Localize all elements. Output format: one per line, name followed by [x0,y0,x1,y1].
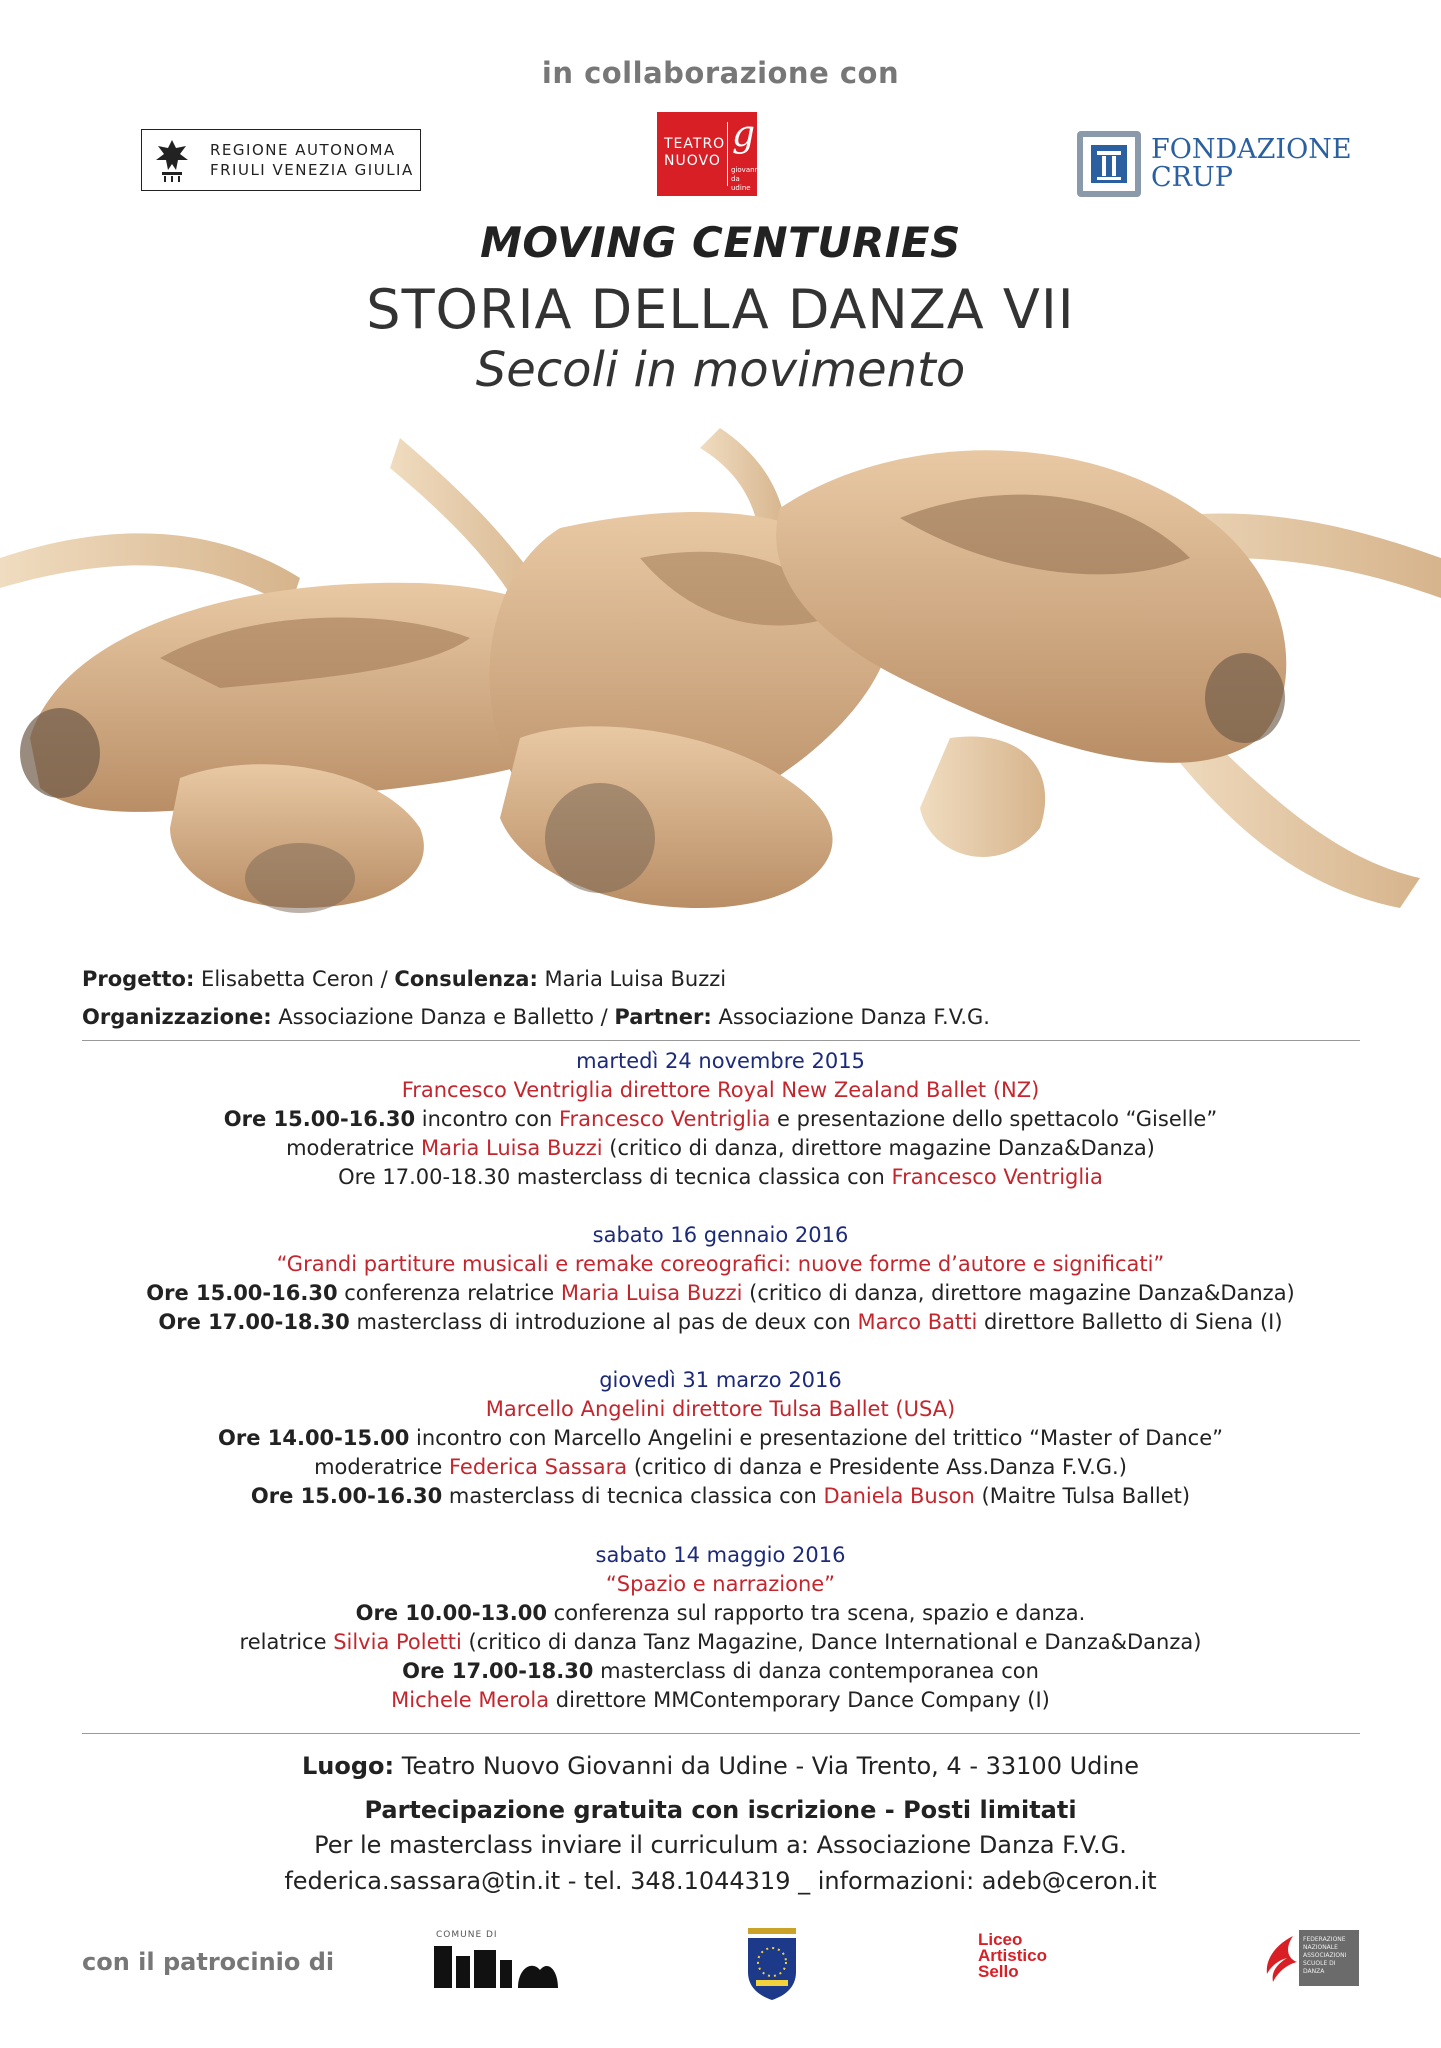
consulenza-label: Consulenza: [394,967,538,991]
teatro-divider [727,122,728,186]
event-line [0,1453,1441,1482]
credits-line-2 [82,998,990,1036]
event-time: Ore 15.00-16.30 [146,1281,338,1305]
school-crest-logo [740,1928,804,2000]
person-name: Maria Luisa Buzzi [421,1136,603,1160]
teatro-sub2: da udine [731,175,751,192]
person-name: Francesco Ventriglia [891,1165,1103,1189]
partner-label: Partner: [614,1005,712,1029]
event-headline: “Spazio e narrazione” [605,1572,836,1596]
fondazione-crup-logo [1077,131,1352,197]
crest-icon [740,1928,804,2000]
event-date: sabato 14 maggio 2016 [595,1543,846,1567]
teatro-g-mark: g [732,114,756,155]
credits-block [82,960,990,1036]
credits-line-1 [82,960,990,998]
flame-icon [1257,1930,1299,1986]
teatro-sub1: giovanni [731,166,761,174]
partner-value: Associazione Danza F.V.G. [718,1005,990,1029]
event-2 [0,1221,1441,1337]
title-secoli: Secoli in movimento [475,342,966,398]
person-name: Francesco Ventriglia [558,1107,771,1131]
event-line [0,1279,1441,1308]
teatro-line1: TEATRO [664,136,726,152]
crup-line1: FONDAZIONE [1151,134,1352,165]
event-headline: Marcello Angelini direttore Tulsa Ballet (USA) [485,1397,956,1421]
credits-separator: / [600,1005,615,1029]
event-line [0,1163,1441,1192]
event-text: direttore MMContemporary Dance Company (I) [555,1688,1050,1712]
event-date: martedì 24 novembre 2015 [576,1049,865,1073]
consulenza-value: Maria Luisa Buzzi [544,967,727,991]
event-headline: “Grandi partiture musicali e remake coreografici: nuove forme d’autore e significati” [276,1252,1165,1276]
person-name: Maria Luisa Buzzi [560,1281,743,1305]
event-text: conferenza sul rapporto tra scena, spazio e danza. [553,1601,1086,1625]
credits-separator: / [380,967,395,991]
event-text: e presentazione dello spettacolo “Giselle” [777,1107,1218,1131]
divider-bottom [82,1733,1360,1734]
liceo-line2: Artistico [978,1946,1047,1965]
event-time: Ore 10.00-13.00 [355,1601,547,1625]
regione-line2: FRIULI VENEZIA GIULIA [210,161,414,179]
comune-skyline-icon [432,1940,562,1992]
contatti-line: federica.sassara@tin.it - tel. 348.1044319 _ informazioni: adeb@ceron.it [284,1867,1157,1895]
event-4 [0,1541,1441,1715]
event-line [0,1308,1441,1337]
event-line [0,1686,1441,1715]
event-time: Ore 15.00-16.30 [223,1107,416,1131]
event-date: giovedì 31 marzo 2016 [599,1368,842,1392]
event-line [0,1134,1441,1163]
crup-line2: CRUP [1151,162,1233,193]
crup-column-icon [1077,131,1141,197]
event-headline: Francesco Ventriglia direttore Royal New Zealand Ballet (NZ) [401,1078,1040,1102]
progetto-label: Progetto: [82,967,195,991]
liceo-line3: Sello [978,1962,1019,1981]
event-line [0,1482,1441,1511]
event-line [0,1424,1441,1453]
organizzazione-value: Associazione Danza e Balletto [278,1005,594,1029]
person-name: Marco Batti [857,1310,978,1334]
person-name: Federica Sassara [449,1455,628,1479]
event-text: incontro con Marcello Angelini e presentazione del trittico “Master of Dance” [416,1426,1224,1450]
event-3 [0,1366,1441,1511]
teatro-line2: NUOVO [664,153,721,169]
person-name: Daniela Buson [823,1484,975,1508]
event-text: moderatrice [314,1455,443,1479]
fnasd-logo [1257,1930,1361,1986]
event-time: Ore 14.00-15.00 [217,1426,410,1450]
organizzazione-label: Organizzazione: [82,1005,272,1029]
event-text: moderatrice [286,1136,415,1160]
event-text: relatrice [239,1630,334,1654]
divider-top [82,1040,1360,1041]
event-line [0,1628,1441,1657]
event-text: (critico di danza e Presidente Ass.Danza F.V.G.) [633,1455,1127,1479]
event-text: Ore 17.00-18.30 masterclass di tecnica classica con [338,1165,885,1189]
event-date: sabato 16 gennaio 2016 [592,1223,849,1247]
event-text: (critico di danza Tanz Magazine, Dance International e Danza&Danza) [468,1630,1202,1654]
person-name: Michele Merola [391,1688,550,1712]
partecipazione-text: Partecipazione gratuita con iscrizione - Posti limitati [364,1796,1077,1824]
title-moving-centuries: MOVING CENTURIES [480,218,961,267]
event-text: (Maitre Tulsa Ballet) [981,1484,1191,1508]
fnasd-label: FEDERAZIONE NAZIONALE ASSOCIAZIONI SCUOLE DI DANZA [1299,1930,1359,1986]
liceo-line1: Liceo [978,1930,1023,1949]
event-line [0,1105,1441,1134]
event-line [0,1599,1441,1628]
progetto-value: Elisabetta Ceron [201,967,374,991]
luogo-value: Teatro Nuovo Giovanni da Udine - Via Trento, 4 - 33100 Udine [401,1752,1140,1780]
regione-fvg-logo [141,129,421,191]
event-time: Ore 17.00-18.30 [402,1659,594,1683]
teatro-nuovo-logo [657,112,761,196]
event-text: conferenza relatrice [344,1281,555,1305]
comune-label: COMUNE DI [436,1930,498,1940]
luogo-line [0,1746,1441,1787]
event-text: masterclass di tecnica classica con [448,1484,817,1508]
event-1 [0,1047,1441,1192]
event-text: (critico di danza, direttore magazine Danza&Danza) [609,1136,1155,1160]
event-line [0,1657,1441,1686]
eagle-icon [152,136,192,184]
regione-line1: REGIONE AUTONOMA [210,141,396,159]
event-time: Ore 17.00-18.30 [158,1310,350,1334]
event-text: direttore Balletto di Siena (I) [984,1310,1283,1334]
collaboration-heading: in collaborazione con [541,56,900,90]
event-text: (critico di danza, direttore magazine Danza&Danza) [749,1281,1295,1305]
event-text: incontro con [421,1107,553,1131]
event-text: masterclass di danza contemporanea con [600,1659,1039,1683]
luogo-label: Luogo: [301,1752,395,1780]
event-time: Ore 15.00-16.30 [250,1484,443,1508]
liceo-sello-logo [978,1932,1068,1998]
title-storia-della-danza: STORIA DELLA DANZA VII [366,278,1075,341]
masterclass-line: Per le masterclass inviare il curriculum a: Associazione Danza F.V.G. [314,1831,1127,1859]
comune-udine-logo [432,1930,562,1996]
event-text: masterclass di introduzione al pas de deux con [356,1310,851,1334]
person-name: Silvia Poletti [333,1630,462,1654]
pointe-shoes-photo [0,408,1441,932]
patrocinio-label: con il patrocinio di [82,1948,335,1976]
